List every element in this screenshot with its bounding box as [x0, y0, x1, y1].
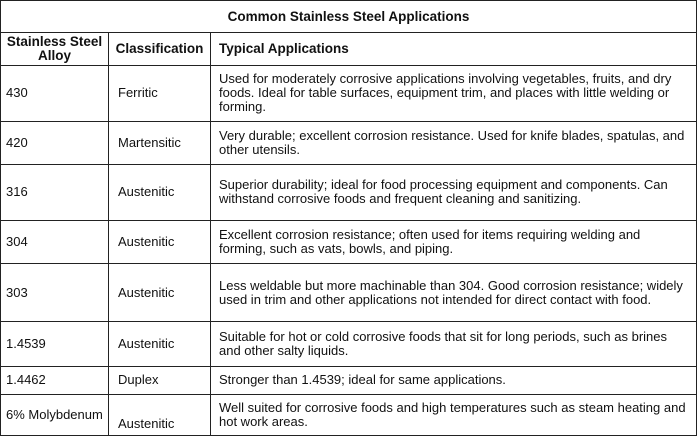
alloy-cell: 1.4462 [1, 367, 109, 395]
title-row [1, 1, 697, 33]
classification-cell: Ferritic [109, 66, 211, 122]
alloy-cell: 6% Molybdenum [1, 394, 109, 435]
applications-cell: Excellent corrosion resistance; often used for items requiring welding and forming, such as vats, bowls, and piping. [211, 221, 697, 264]
header-applications: Typical Applications [211, 33, 697, 66]
classification-cell: Duplex [109, 367, 211, 395]
table-row [1, 321, 697, 366]
applications-cell: Less weldable but more machinable than 304. Good corrosion resistance; widely used in trim and other applications not intended for direct contact with food. [211, 264, 697, 322]
classification-cell: Martensitic [109, 121, 211, 164]
applications-cell: Suitable for hot or cold corrosive foods that sit for long periods, such as brines and other salty liquids. [211, 321, 697, 366]
table-row [1, 394, 697, 435]
alloy-cell: 303 [1, 264, 109, 322]
classification-cell: Austenitic [109, 221, 211, 264]
table-row [1, 121, 697, 164]
applications-cell: Well suited for corrosive foods and high temperatures such as steam heating and hot work areas. [211, 394, 697, 435]
classification-cell: Austenitic [109, 321, 211, 366]
alloy-cell: 316 [1, 164, 109, 221]
alloy-cell: 420 [1, 121, 109, 164]
applications-cell: Very durable; excellent corrosion resistance. Used for knife blades, spatulas, and other utensils. [211, 121, 697, 164]
alloy-cell: 430 [1, 66, 109, 122]
table-row [1, 367, 697, 395]
alloy-cell: 1.4539 [1, 321, 109, 366]
table-title: Common Stainless Steel Applications [1, 1, 697, 33]
alloy-cell: 304 [1, 221, 109, 264]
header-row [1, 33, 697, 66]
classification-cell: Austenitic [109, 394, 211, 435]
classification-cell: Austenitic [109, 164, 211, 221]
table-row [1, 264, 697, 322]
header-classification: Classification [109, 33, 211, 66]
applications-cell: Superior durability; ideal for food processing equipment and components. Can withstand corrosive foods and frequent cleaning and sanitizing. [211, 164, 697, 221]
table-row [1, 164, 697, 221]
applications-cell: Used for moderately corrosive applications involving vegetables, fruits, and dry foods. Ideal for table surfaces, equipment trim, and places with little welding or forming. [211, 66, 697, 122]
header-alloy: Stainless Steel Alloy [1, 33, 109, 66]
applications-cell: Stronger than 1.4539; ideal for same applications. [211, 367, 697, 395]
table-row [1, 221, 697, 264]
classification-cell: Austenitic [109, 264, 211, 322]
table-row [1, 66, 697, 122]
